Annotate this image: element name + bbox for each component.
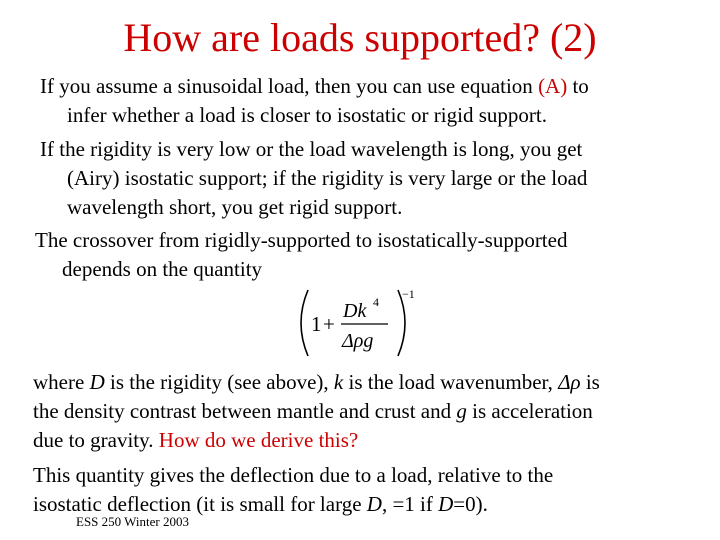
bullet-1-line-2: infer whether a load is closer to isostatic or rigid support. [67, 103, 547, 127]
equation-reference: (A) [538, 74, 568, 98]
bullet-2-line-1: If the rigidity is very low or the load wavelength is long, you get [40, 137, 583, 161]
text-run: due to gravity. [33, 428, 159, 452]
text-run: the density contrast between mantle and crust and [33, 399, 457, 423]
bullet-3-line-1: The crossover from rigidly-supported to isostatically-supported [35, 228, 568, 252]
bullet-2-line-2: (Airy) isostatic support; if the rigidity is very large or the load [67, 166, 588, 190]
bullet-1-line-1 [40, 72, 589, 101]
left-paren [301, 290, 308, 356]
formula-outer-exponent: −1 [402, 287, 415, 301]
explanation-line-2 [33, 397, 593, 426]
var-D: D [89, 370, 105, 394]
explanation-line-4: This quantity gives the deflection due to a load, relative to the [33, 463, 554, 487]
slide-footer: ESS 250 Winter 2003 [76, 514, 189, 529]
formula-denominator: Δρg [342, 330, 374, 352]
text-run: =0). [453, 492, 488, 516]
text-run: is [580, 370, 600, 394]
formula-one: 1 [311, 312, 322, 336]
formula-numerator-exponent: 4 [373, 295, 379, 309]
var-g: g [456, 399, 467, 423]
bullet-2-line-3: wavelength short, you get rigid support. [67, 195, 403, 219]
text-run: is the rigidity (see above), [104, 370, 334, 394]
var-delta-rho: Δρ [558, 370, 581, 394]
var-k: k [333, 370, 344, 394]
derivation-question: How do we derive this? [158, 428, 359, 452]
text-run: to [567, 74, 589, 98]
text-run: isostatic deflection (it is small for large [33, 492, 367, 516]
crossover-formula [296, 284, 426, 362]
text-run: If you assume a sinusoidal load, then you can use equation [40, 74, 539, 98]
var-D: D [438, 492, 454, 516]
bullet-3-line-2: depends on the quantity [62, 257, 263, 281]
text-run: is acceleration [466, 399, 593, 423]
text-run: is the load wavenumber, [343, 370, 559, 394]
var-D: D [366, 492, 382, 516]
slide-title: How are loads supported? (2) [123, 15, 597, 60]
explanation-line-3 [33, 426, 358, 455]
explanation-line-1 [33, 368, 600, 397]
text-run: , =1 if [381, 492, 439, 516]
text-run: where [33, 370, 90, 394]
formula-plus: + [323, 312, 335, 336]
formula-numerator: Dk [343, 300, 367, 322]
